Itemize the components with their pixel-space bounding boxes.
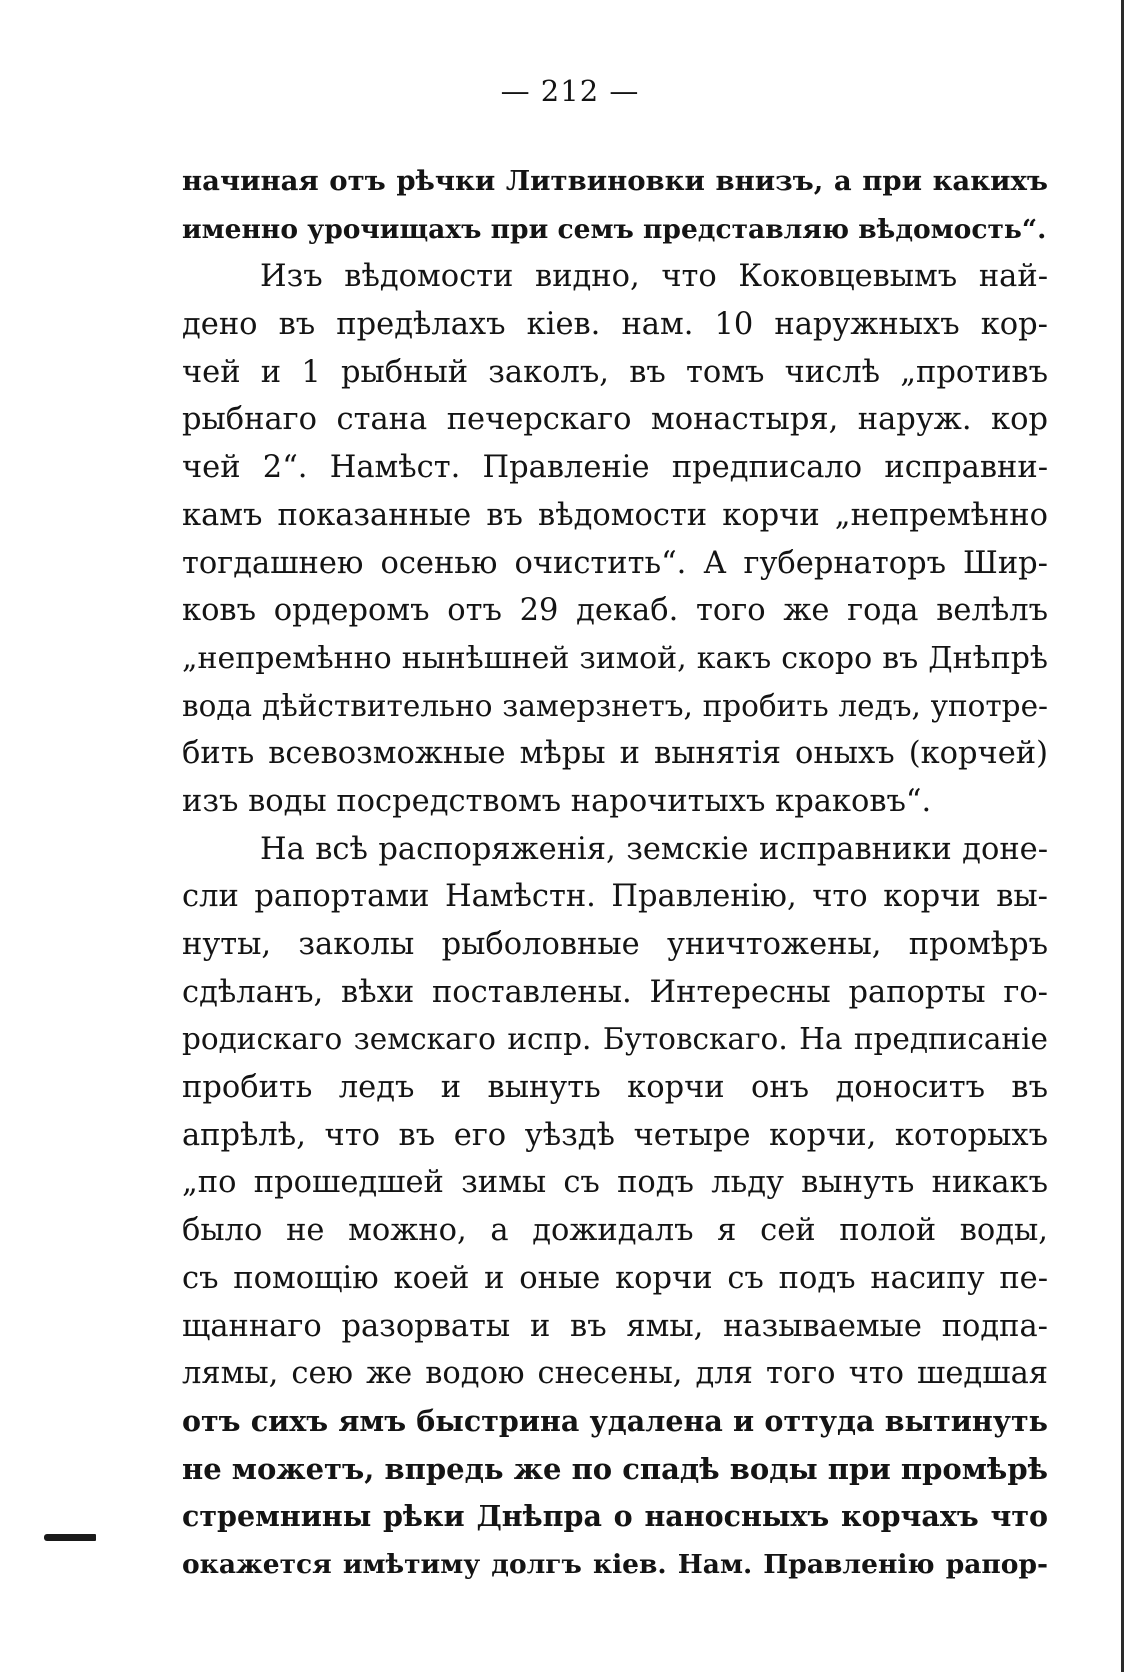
text-line: ковъ ордеромъ отъ 29 декаб. того же года велѣлъ [182, 593, 1048, 629]
page-number: — 212 — [500, 74, 640, 108]
text-line: пробить ледъ и вынуть корчи онъ доноситъ въ [182, 1070, 1048, 1106]
text-line: бить всевозможные мѣры и вынятія оныхъ (корчей) [182, 736, 1048, 772]
text-line: стремнины рѣки Днѣпра о наносныхъ корчахъ что [182, 1499, 1048, 1534]
text-line: чей 2“. Намѣст. Правленіе предписало исправни- [182, 450, 1048, 486]
text-line: сдѣланъ, вѣхи поставлены. Интересны рапорты го- [182, 974, 1048, 1010]
text-line: не можетъ, впредь же по спадѣ воды при промѣрѣ [182, 1451, 1048, 1486]
text-line: тогдашнею осенью очистить“. А губернаторъ Шир- [182, 545, 1048, 581]
text-line: щаннаго разорваты и въ ямы, называемые подпа- [182, 1308, 1048, 1344]
text-line: дено въ предѣлахъ кіев. нам. 10 наружныхъ кор- [182, 307, 1048, 343]
text-line: вода дѣйствительно замерзнетъ, пробить ледъ, употре- [182, 688, 1048, 723]
text-line: „по прошедшей зимы съ подъ льду вынуть никакъ [182, 1165, 1048, 1201]
page-edge-line [1121, 0, 1124, 1672]
text-line: изъ воды посредствомъ нарочитыхъ краковъ“. [182, 783, 932, 819]
margin-mark [44, 1534, 96, 1541]
text-line: рыбнаго стана печерскаго монастыря, наруж. кор [182, 402, 1048, 438]
text-line: было не можно, а дожидалъ я сей полой воды, [182, 1213, 1048, 1249]
text-line: съ помощію коей и оные корчи съ подъ насипу пе- [182, 1260, 1048, 1296]
text-line: На всѣ распоряженія, земскіе исправники доне- [260, 831, 1048, 867]
text-line: нуты, заколы рыболовные уничтожены, промѣръ [182, 927, 1048, 962]
text-line: Изъ вѣдомости видно, что Коковцевымъ най- [260, 259, 1048, 295]
text-line: апрѣлѣ, что въ его уѣздѣ четыре корчи, которыхъ [182, 1117, 1048, 1153]
text-line: отъ сихъ ямъ быстрина удалена и оттуда вытинуть [182, 1403, 1048, 1438]
text-line: лямы, сею же водою снесены, для того что шедшая [182, 1356, 1048, 1392]
text-line: родискаго земскаго испр. Бутовскаго. На предписаніе [182, 1022, 1048, 1057]
text-line: сли рапортами Намѣстн. Правленію, что корчи вы- [182, 879, 1048, 915]
text-line: чей и 1 рыбный заколъ, въ томъ числѣ „противъ [182, 354, 1048, 390]
text-line: начиная отъ рѣчки Литвиновки внизъ, а при какихъ [182, 165, 1048, 197]
text-line: окажется имѣтиму долгъ кіев. Нам. Правленію рапор- [182, 1548, 1048, 1580]
text-line: „непремѣнно нынѣшней зимой, какъ скоро въ Днѣпрѣ [182, 640, 1048, 676]
text-line: именно урочищахъ при семъ представляю вѣдомость“. [182, 213, 1047, 245]
text-line: камъ показанные въ вѣдомости корчи „непремѣнно [182, 497, 1048, 533]
body-text [182, 158, 1048, 1589]
